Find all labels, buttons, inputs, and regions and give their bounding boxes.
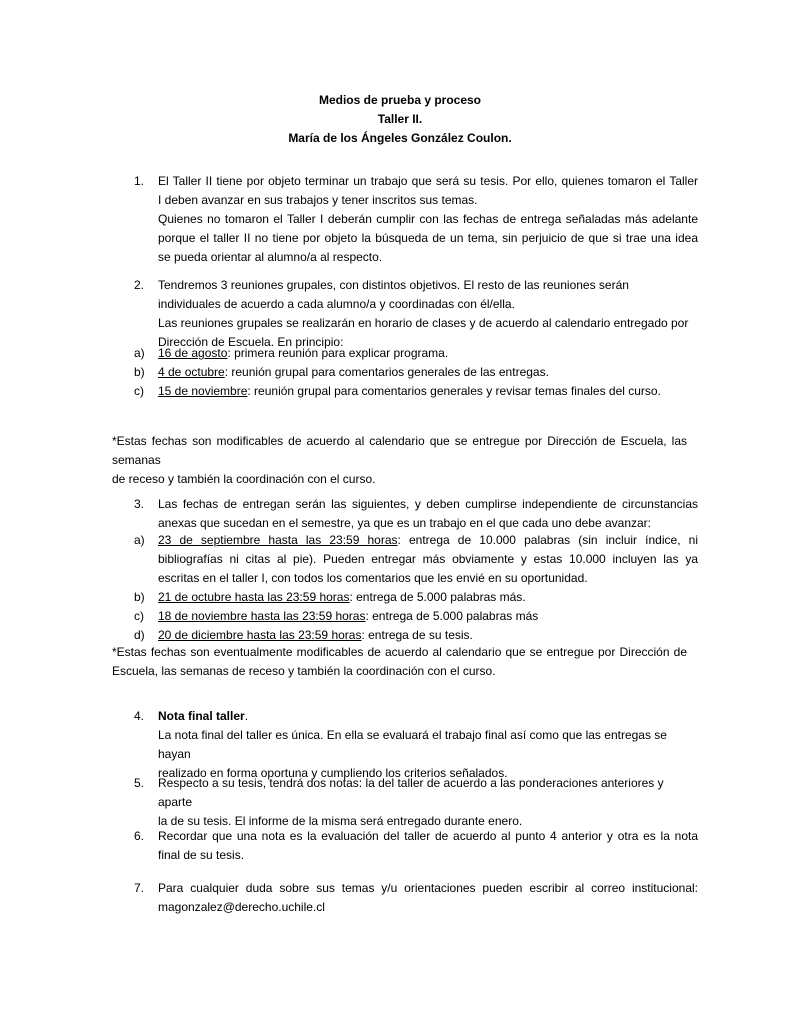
item-5-line-2: la de su tesis. El informe de la misma será entregado durante enero. (158, 814, 523, 828)
deadline-c: c) 18 de noviembre hasta las 23:59 horas: entrega de 5.000 palabras más (134, 609, 539, 623)
note-1-line-1: *Estas fechas son modificables de acuerdo al calendario que se entregue por Dirección de Escuela, las semanas (112, 434, 687, 467)
item-5-line-1: Respecto a su tesis, tendrá dos notas: la del taller de acuerdo a las ponderaciones anteriores y aparte (158, 776, 664, 809)
deadline-d: d) 20 de diciembre hasta las 23:59 horas: entrega de su tesis. (134, 628, 473, 642)
deadline-date: 21 de octubre hasta las 23:59 horas (158, 590, 350, 604)
item-6-line-2: final de su tesis. (158, 848, 245, 862)
item-1-line-4: porque el taller II no tiene por objeto la búsqueda de un tema, sin perjuicio de que si trae una idea (158, 231, 698, 245)
item-1-line-3: Quienes no tomaron el Taller I deberán cumplir con las fechas de entrega señaladas más adelante (158, 212, 698, 226)
deadline-a: a) 23 de septiembre hasta las 23:59 horas: entrega de 10.000 palabras (sin incluir índice, ni (134, 533, 698, 547)
item-4-line-1: La nota final del taller es única. En ella se evaluará el trabajo final así como que las entregas se hayan (158, 728, 667, 761)
item-4-line-2: realizado en forma oportuna y cumpliendo los criterios señalados. (158, 766, 508, 780)
document-page: Medios de prueba y proceso Taller II. María de los Ángeles González Coulon. 1. El Taller II tiene por objeto terminar un trabajo que será su tesis. Por ello, quienes tomaron el Taller I deben avanzar en sus trabajos y tener inscritos sus temas. Quienes no tomaron el Taller I deberán cumplir con las fechas de entrega señaladas más adelante porque el taller II no tiene por objeto la búsqueda de un tema, sin perjuicio de que si trae una idea se pueda orientar al alumno/a al respecto. 2. Tendremos 3 reuniones grupales, con distintos objetivos. El resto de las reuniones serán individuales de acuerdo a cada alumno/a y coordinadas con él/ella. Las reuniones grupales se realizarán en horario de clases y de acuerdo al calendario entregado por Dirección de Escuela. En principio: a) 16 de agosto: primera reunión para explicar programa. b) 4 de octubre: reunión grupal para comentarios generales de las entregas. c) 15 de noviembre: reunión grupal para comentarios generales y revisar temas finales del curso. *Estas fechas son modificables de acuerdo al calendario que se entregue por Dirección de Escuela, las semanas de receso y también la coordinación con el curso. 3. Las fechas de entregan serán las siguientes, y deben cumplirse independiente de circunstancias anexas que sucedan en el semestre, ya que es un trabajo en el que cada uno debe avanzar: a) 23 de septiembre hasta las 23:59 horas: entrega de 10.000 palabras (sin incluir índice, ni bibliografías ni citas al pie). Pueden entregar más obviamente y estas 10.000 incluyen las ya escritas en el taller I, con todos los comentarios que les envié en su oportunidad. b) 21 de octubre hasta las 23:59 horas: entrega de 5.000 palabras más. c) 18 de noviembre hasta las 23:59 horas: entrega de 5.000 palabras más d) 20 de diciembre hasta las 23:59 horas: entrega de su tesis. *Estas fechas son eventualmente modificables de acuerdo al calendario que se entregue por Dirección de Escuela, las semanas de receso y también la coordinación con el curso. 4. Nota final taller. La nota final del taller es única. En ella se evaluará el trabajo final así como que las entregas se hayan realizado en forma oportuna y cumpliendo los criterios señalados. 5. Respecto a su tesis, tendrá dos notas: la del taller de acuerdo a las ponderaciones anteriores y aparte la de su tesis. El informe de la misma será entregado durante enero. 6. Recordar que una nota es la evaluación del taller de acuerdo al punto 4 anterior y otra es la nota final de su tesis. 7. Para cualquier duda sobre sus temas y/u orientaciones pueden escribir al correo institucional: magonzalez@derecho.uchile.cl (0, 0, 800, 1035)
item-3-line-2: anexas que sucedan en el semestre, ya que es un trabajo en el que cada uno debe avanzar: (158, 516, 652, 530)
item-number: 2. (134, 278, 145, 292)
deadline-a-line-2: bibliografías ni citas al pie). Pueden entregar más obviamente y estas 10.000 incluyen las ya (158, 552, 698, 566)
deadline-date: 23 de septiembre hasta las 23:59 horas (158, 533, 398, 547)
note-1 (112, 432, 687, 489)
meeting-a: a) 16 de agosto: primera reunión para explicar programa. (134, 346, 449, 360)
deadline-a-line-3: escritas en el taller I, con todos los comentarios que les envié en su oportunidad. (158, 571, 588, 585)
item-1-line-2: I deben avanzar en sus trabajos y tener inscritos sus temas. (158, 193, 478, 207)
deadline-b: b) 21 de octubre hasta las 23:59 horas: entrega de 5.000 palabras más. (134, 590, 526, 604)
item-number: 5. (134, 776, 145, 790)
course-name: Taller II. (377, 112, 423, 126)
meeting-c: c) 15 de noviembre: reunión grupal para comentarios generales y revisar temas finales del curso. (134, 384, 661, 398)
note-1-line-2: de receso y también la coordinación con el curso. (112, 472, 376, 486)
item-number: 3. (134, 497, 145, 511)
item-4-title: Nota final taller (158, 709, 245, 723)
note-2 (112, 643, 687, 681)
item-7-line-1: Para cualquier duda sobre sus temas y/u orientaciones pueden escribir al correo institucional: (158, 881, 698, 895)
deadline-date: 18 de noviembre hasta las 23:59 horas (158, 609, 366, 623)
item-number: 7. (134, 881, 145, 895)
document-header (0, 91, 800, 148)
item-1-line-1: El Taller II tiene por objeto terminar un trabajo que será su tesis. Por ello, quienes tomaron el Taller (158, 174, 698, 188)
contact-email[interactable]: magonzalez@derecho.uchile.cl (158, 900, 325, 914)
item-2-line-2: individuales de acuerdo a cada alumno/a y coordinadas con él/ella. (158, 297, 515, 311)
item-6-line-1: Recordar que una nota es la evaluación del taller de acuerdo al punto 4 anterior y otra es la nota (158, 829, 698, 843)
meeting-date: 15 de noviembre (158, 384, 248, 398)
item-3-line-1: Las fechas de entregan serán las siguientes, y deben cumplirse independiente de circunstancias (158, 497, 698, 511)
note-2-line-2: Escuela, las semanas de receso y también la coordinación con el curso. (112, 664, 496, 678)
item-1-line-5: se pueda orientar al alumno/a al respecto. (158, 250, 383, 264)
item-2-line-4: Dirección de Escuela. En principio: (158, 335, 344, 349)
document-title: Medios de prueba y proceso (318, 93, 482, 107)
meeting-date: 16 de agosto (158, 346, 228, 360)
meeting-b: b) 4 de octubre: reunión grupal para comentarios generales de las entregas. (134, 365, 549, 379)
item-number: 1. (134, 174, 145, 188)
item-number: 6. (134, 829, 145, 843)
author-name: María de los Ángeles González Coulon. (288, 131, 512, 145)
meeting-date: 4 de octubre (158, 365, 225, 379)
note-2-line-1: *Estas fechas son eventualmente modificables de acuerdo al calendario que se entregue por Dirección de (112, 645, 687, 659)
item-2-line-1: Tendremos 3 reuniones grupales, con distintos objetivos. El resto de las reuniones serán (158, 278, 629, 292)
deadline-date: 20 de diciembre hasta las 23:59 horas (158, 628, 362, 642)
item-number: 4. (134, 709, 145, 723)
item-2-line-3: Las reuniones grupales se realizarán en horario de clases y de acuerdo al calendario entregado por (158, 316, 689, 330)
